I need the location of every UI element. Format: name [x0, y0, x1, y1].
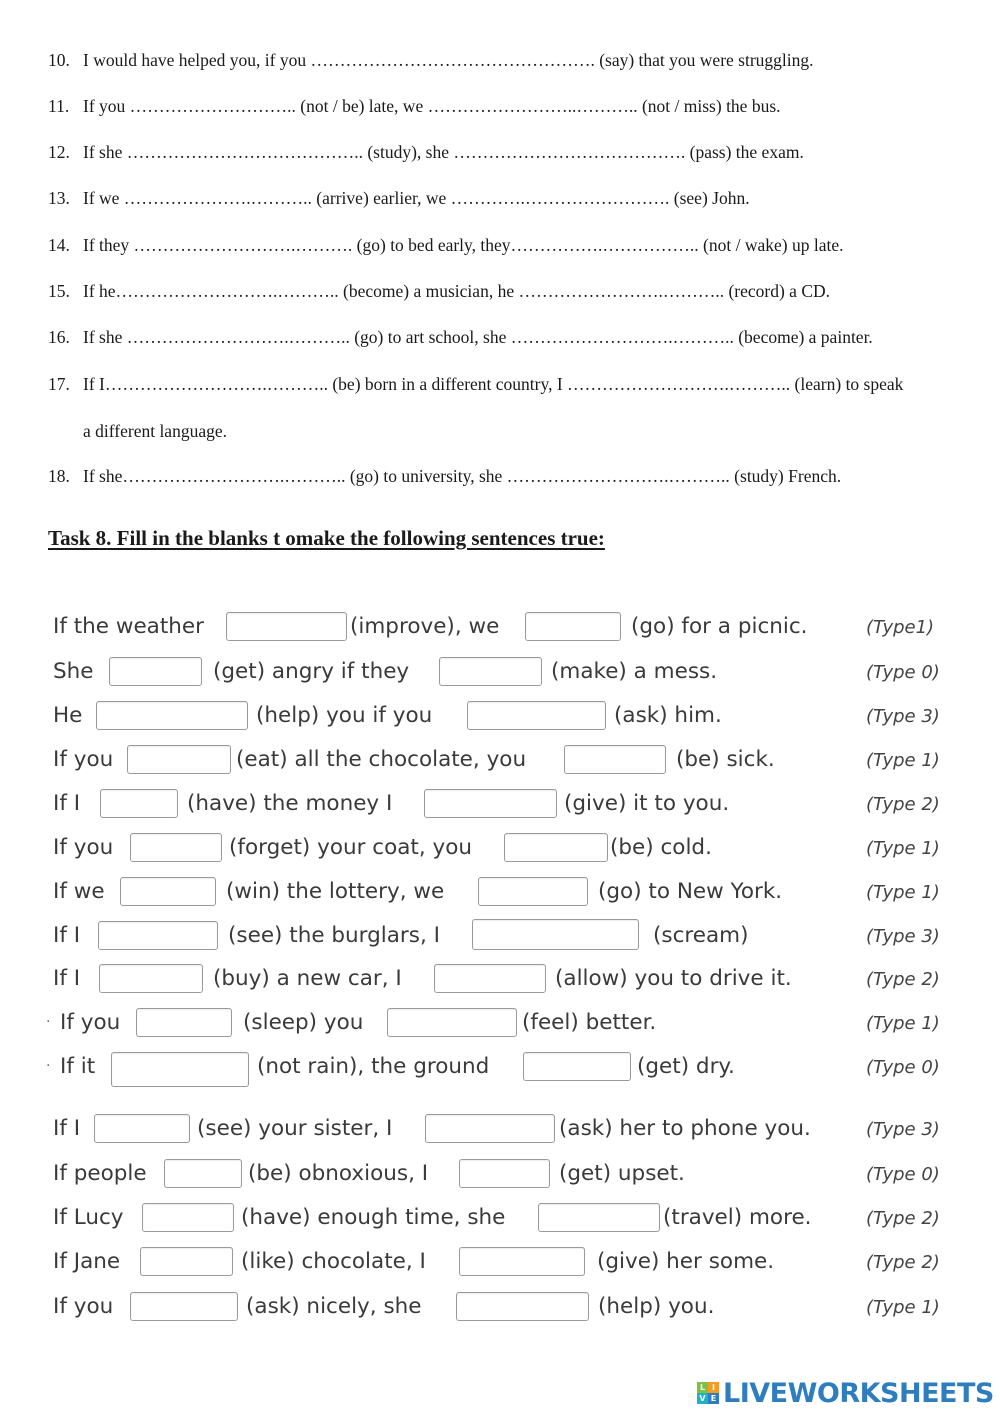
sentence-row: [0, 1157, 1000, 1191]
sentence-lead: If I: [53, 923, 81, 948]
answer-blank-2[interactable]: [525, 612, 621, 641]
answer-blank-2[interactable]: [424, 789, 557, 818]
answer-blank-1[interactable]: [140, 1247, 233, 1276]
answer-blank-1[interactable]: [226, 612, 347, 641]
answer-blank-2[interactable]: [459, 1247, 585, 1276]
type-label: (Type 3): [866, 706, 940, 727]
exercise-item: 11. If you ……………………….. (not / be) late, we ……………………..……….. (not / miss) the bus.: [48, 96, 781, 116]
sentence-row: [0, 1245, 1000, 1279]
sentence-mid: (help) you if you: [256, 703, 433, 728]
liveworksheets-logo-text: LIVEWORKSHEETS: [723, 1377, 994, 1409]
sentence-mid: (eat) all the chocolate, you: [236, 747, 527, 772]
sentence-lead: He: [53, 703, 83, 728]
sentence-lead: If you: [53, 835, 114, 860]
sentence-lead: If the weather: [53, 614, 204, 639]
sentence-row: [0, 1006, 1000, 1040]
answer-blank-1[interactable]: [98, 921, 218, 950]
exercise-text: If you ……………………….. (not / be) late, we ……………………..……….. (not / miss) the bus.: [83, 96, 781, 116]
exercise-text: If I……………………….……….. (be) born in a different country, I ……………………….……….. (learn) to speak: [83, 374, 904, 394]
answer-blank-2[interactable]: [472, 919, 639, 950]
exercise-text: If they ……………………….………. (go) to bed early, they…………….…………….. (not / wake) up late.: [83, 235, 844, 255]
answer-blank-1[interactable]: [130, 1292, 238, 1321]
sentence-end: (be) cold.: [610, 835, 712, 860]
sentence-row: [0, 831, 1000, 865]
sentence-end: (feel) better.: [522, 1010, 657, 1035]
task-title: Task 8. Fill in the blanks t omake the following sentences true:: [48, 526, 605, 550]
answer-blank-1[interactable]: [100, 789, 178, 818]
exercise-item: 14. If they ……………………….………. (go) to bed early, they…………….…………….. (not / wake) up late.: [48, 235, 844, 255]
answer-blank-1[interactable]: [96, 701, 248, 730]
type-label: (Type 1): [866, 750, 940, 771]
liveworksheets-logo[interactable]: [697, 1376, 994, 1410]
sentence-mid: (buy) a new car, I: [213, 966, 402, 991]
exercise-text: If she ……………………….……….. (go) to art school, she ……………………….……….. (become) a painter.: [83, 327, 873, 347]
liveworksheets-logo-icon: L I V E: [697, 1382, 719, 1404]
sentence-row: [0, 1201, 1000, 1235]
sentence-lead: If I: [53, 966, 81, 991]
stray-dot: .: [46, 1054, 51, 1070]
type-label: (Type 1): [866, 882, 940, 903]
sentence-end: (be) sick.: [676, 747, 775, 772]
sentence-mid: (like) chocolate, I: [241, 1249, 426, 1274]
sentence-end: (travel) more.: [663, 1205, 812, 1230]
exercise-item: 18. If she……………………….……….. (go) to university, she ……………………….……….. (study) French.: [48, 466, 842, 486]
sentence-end: (get) dry.: [637, 1054, 735, 1079]
answer-blank-2[interactable]: [564, 745, 666, 774]
sentence-row: [0, 699, 1000, 733]
type-label: (Type 2): [866, 969, 940, 990]
exercise-item: 12. If she ………………………………….. (study), she …………………………………. (pass) the exam.: [48, 142, 804, 162]
sentence-mid: (win) the lottery, we: [226, 879, 445, 904]
answer-blank-1[interactable]: [111, 1052, 249, 1087]
sentence-end: (scream): [653, 923, 749, 948]
answer-blank-1[interactable]: [109, 657, 202, 686]
answer-blank-1[interactable]: [130, 833, 222, 862]
sentence-end: (help) you.: [598, 1294, 715, 1319]
sentence-mid: (sleep) you: [243, 1010, 364, 1035]
answer-blank-2[interactable]: [504, 833, 608, 862]
sentence-lead: If Jane: [53, 1249, 121, 1274]
sentence-row: [0, 919, 1000, 953]
answer-blank-2[interactable]: [523, 1052, 631, 1081]
sentence-end: (go) to New York.: [598, 879, 783, 904]
sentence-lead: If you: [53, 1294, 114, 1319]
sentence-mid: (forget) your coat, you: [229, 835, 473, 860]
answer-blank-2[interactable]: [478, 877, 588, 906]
sentence-lead: If people: [53, 1161, 147, 1186]
answer-blank-2[interactable]: [456, 1292, 589, 1321]
exercise-item: 17. If I……………………….……….. (be) born in a different country, I ……………………….……….. (learn) to speak: [48, 374, 904, 394]
exercise-item: 13. If we ………………….……….. (arrive) earlier, we ………….……………………. (see) John.: [48, 188, 750, 208]
sentence-lead: If I: [53, 791, 81, 816]
answer-blank-1[interactable]: [120, 877, 216, 906]
type-label: (Type 2): [866, 1208, 940, 1229]
sentence-mid: (not rain), the ground: [257, 1054, 490, 1079]
type-label: (Type 0): [866, 1164, 940, 1185]
sentence-row: [0, 1050, 1000, 1084]
sentence-mid: (see) your sister, I: [197, 1116, 393, 1141]
sentence-mid: (have) the money I: [187, 791, 393, 816]
sentence-row: [0, 655, 1000, 689]
sentence-mid: (have) enough time, she: [241, 1205, 506, 1230]
sentence-row: [0, 610, 1000, 644]
answer-blank-1[interactable]: [164, 1159, 242, 1188]
sentence-end: (ask) her to phone you.: [559, 1116, 811, 1141]
type-label: (Type1): [866, 617, 935, 638]
type-label: (Type 1): [866, 1297, 940, 1318]
type-label: (Type 1): [866, 838, 940, 859]
exercise-text: I would have helped you, if you …………………………………………. (say) that you were struggling.: [83, 50, 814, 70]
sentence-mid: (be) obnoxious, I: [248, 1161, 429, 1186]
exercise-text: If she……………………….……….. (go) to university, she ……………………….……….. (study) French.: [83, 466, 842, 486]
sentence-row: [0, 875, 1000, 909]
sentence-end: (give) her some.: [597, 1249, 775, 1274]
exercise-text: If we ………………….……….. (arrive) earlier, we ………….……………………. (see) John.: [83, 188, 750, 208]
sentence-mid: (improve), we: [350, 614, 500, 639]
sentence-end: (give) it to you.: [564, 791, 730, 816]
sentence-lead: If you: [53, 747, 114, 772]
answer-blank-1[interactable]: [127, 745, 231, 774]
answer-blank-1[interactable]: [136, 1008, 232, 1037]
answer-blank-2[interactable]: [467, 701, 606, 730]
type-label: (Type 3): [866, 926, 940, 947]
sentence-end: (get) upset.: [559, 1161, 685, 1186]
exercise-item: 15. If he……………………….……….. (become) a musician, he …………………….……….. (record) a CD.: [48, 281, 831, 301]
answer-blank-2[interactable]: [387, 1008, 517, 1037]
type-label: (Type 2): [866, 794, 940, 815]
exercise-item: 10. I would have helped you, if you …………………………………………. (say) that you were struggling.: [48, 50, 814, 70]
answer-blank-1[interactable]: [99, 964, 203, 993]
answer-blank-2[interactable]: [425, 1114, 555, 1143]
sentence-row: [0, 787, 1000, 821]
exercise-item: 16. If she ……………………….……….. (go) to art school, she ……………………….……….. (become) a painter.: [48, 327, 873, 347]
sentence-end: (allow) you to drive it.: [555, 966, 792, 991]
sentence-row: [0, 1112, 1000, 1146]
answer-blank-2[interactable]: [434, 964, 546, 993]
sentence-lead: If you: [60, 1010, 121, 1035]
sentence-lead: If we: [53, 879, 105, 904]
type-label: (Type 0): [866, 1057, 940, 1078]
type-label: (Type 0): [866, 662, 940, 683]
type-label: (Type 3): [866, 1119, 940, 1140]
sentence-mid: (ask) nicely, she: [246, 1294, 422, 1319]
sentence-lead: If Lucy: [53, 1205, 124, 1230]
sentence-lead: If I: [53, 1116, 81, 1141]
exercise-text: If she ………………………………….. (study), she …………………………………. (pass) the exam.: [83, 142, 804, 162]
sentence-mid: (see) the burglars, I: [228, 923, 440, 948]
sentence-lead: She: [53, 659, 94, 684]
sentence-row: [0, 962, 1000, 996]
answer-blank-2[interactable]: [439, 657, 542, 686]
sentence-mid: (get) angry if they: [213, 659, 410, 684]
sentence-lead: If it: [60, 1054, 96, 1079]
answer-blank-1[interactable]: [94, 1114, 190, 1143]
sentence-row: [0, 743, 1000, 777]
sentence-end: (go) for a picnic.: [631, 614, 808, 639]
sentence-end: (ask) him.: [614, 703, 722, 728]
sentence-row: [0, 1290, 1000, 1324]
exercise-text: If he……………………….……….. (become) a musician, he …………………….……….. (record) a CD.: [83, 281, 831, 301]
stray-dot: .: [46, 1010, 51, 1026]
type-label: (Type 1): [866, 1013, 940, 1034]
answer-blank-2[interactable]: [459, 1159, 550, 1188]
answer-blank-2[interactable]: [538, 1203, 660, 1232]
type-label: (Type 2): [866, 1252, 940, 1273]
answer-blank-1[interactable]: [142, 1203, 234, 1232]
sentence-end: (make) a mess.: [551, 659, 718, 684]
